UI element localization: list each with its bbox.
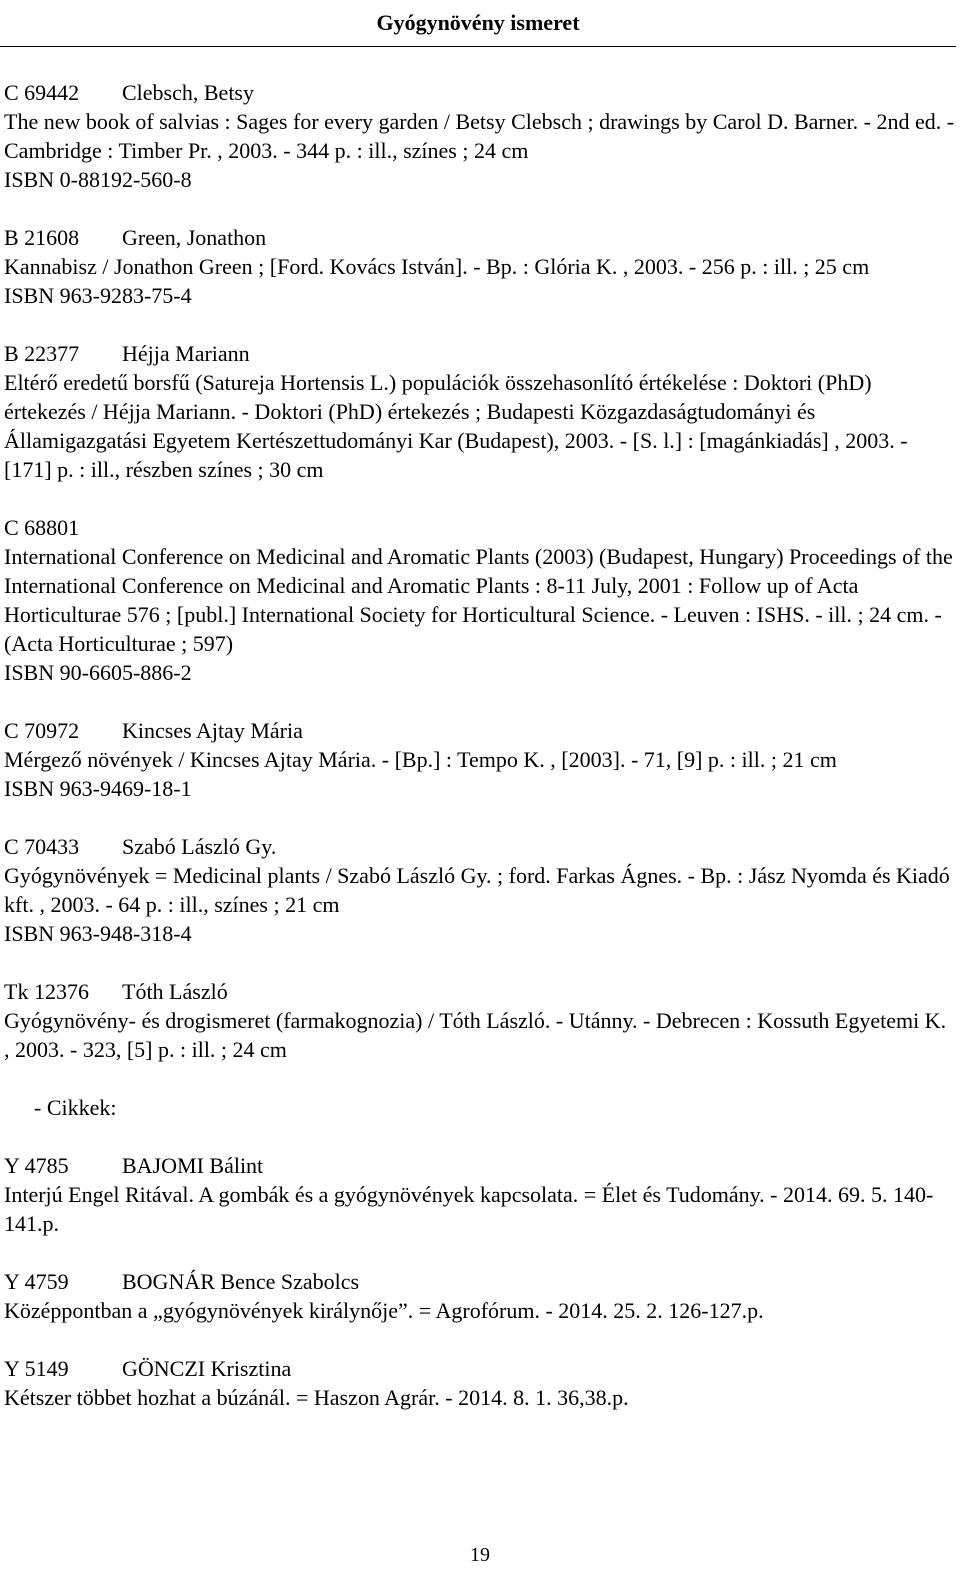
entry-author: Héjja Mariann	[122, 341, 250, 366]
catalog-entry	[4, 78, 956, 194]
entry-code: Y 4785	[4, 1153, 69, 1178]
article-entry	[4, 1151, 956, 1238]
entry-isbn: ISBN 90-6605-886-2	[4, 660, 192, 685]
entry-author: Clebsch, Betsy	[122, 80, 254, 105]
catalog-entry	[4, 977, 956, 1064]
entry-head	[4, 716, 956, 745]
entry-code: Y 5149	[4, 1356, 69, 1381]
entry-head	[4, 977, 956, 1006]
entry-head	[4, 832, 956, 861]
entry-author: Szabó László Gy.	[122, 834, 277, 859]
entry-code: C 68801	[4, 515, 80, 540]
entry-head	[4, 78, 956, 107]
entry-description: International Conference on Medicinal and Aromatic Plants (2003) (Budapest, Hungary) Proceedings of the International Conference on Medicinal and Aromatic Plants : 8-11 July, 2001 : Follow up of Acta Horticulturae 576 ; [publ.] International Society for Horticultural Science. - Leuven : ISHS. - ill. ; 24 cm. - (Acta Horticulturae ; 597)	[4, 544, 953, 656]
catalog-entry	[4, 716, 956, 803]
entry-code: C 70972	[4, 718, 80, 743]
entry-isbn: ISBN 963-948-318-4	[4, 921, 192, 946]
entry-description: Interjú Engel Ritával. A gombák és a gyógynövények kapcsolata. = Élet és Tudomány. - 2014. 69. 5. 140-141.p.	[4, 1182, 934, 1236]
article-entry	[4, 1354, 956, 1412]
entry-head	[4, 223, 956, 252]
entry-isbn: ISBN 963-9469-18-1	[4, 776, 192, 801]
entry-description: The new book of salvias : Sages for every garden / Betsy Clebsch ; drawings by Carol D. Barner. - 2nd ed. - Cambridge : Timber Pr. , 2003. - 344 p. : ill., színes ; 24 cm	[4, 109, 955, 163]
entry-head	[4, 1151, 956, 1180]
entry-code: C 70433	[4, 834, 80, 859]
entry-head	[4, 513, 956, 542]
entry-description: Mérgező növények / Kincses Ajtay Mária. - [Bp.] : Tempo K. , [2003]. - 71, [9] p. : ill. ; 21 cm	[4, 747, 837, 772]
entry-code: B 22377	[4, 341, 80, 366]
catalog-entry	[4, 832, 956, 948]
entry-isbn: ISBN 963-9283-75-4	[4, 283, 192, 308]
entry-head	[4, 1354, 956, 1383]
page-header	[0, 0, 956, 47]
catalog-entry	[4, 339, 956, 484]
catalog-entry	[4, 513, 956, 687]
entry-author: Green, Jonathon	[122, 225, 267, 250]
entry-author: BAJOMI Bálint	[122, 1153, 264, 1178]
catalog-content	[4, 78, 956, 1441]
page-number	[0, 1544, 960, 1567]
entry-description: Gyógynövények = Medicinal plants / Szabó László Gy. ; ford. Farkas Ágnes. - Bp. : Jász Nyomda és Kiadó kft. , 2003. - 64 p. : ill., színes ; 21 cm	[4, 863, 950, 917]
entry-author: Kincses Ajtay Mária	[122, 718, 303, 743]
article-entry	[4, 1267, 956, 1325]
page-header-title: Gyógynövény ismeret	[376, 10, 580, 35]
section-heading-articles: - Cikkek:	[34, 1095, 117, 1120]
entry-code: Tk 12376	[4, 979, 89, 1004]
entry-head	[4, 339, 956, 368]
entry-author: Tóth László	[122, 979, 228, 1004]
entry-isbn: ISBN 0-88192-560-8	[4, 167, 192, 192]
entry-author: GÖNCZI Krisztina	[122, 1356, 292, 1381]
entry-code: C 69442	[4, 80, 80, 105]
entry-description: Kétszer többet hozhat a búzánál. = Haszon Agrár. - 2014. 8. 1. 36,38.p.	[4, 1385, 629, 1410]
catalog-entry	[4, 223, 956, 310]
entry-author: BOGNÁR Bence Szabolcs	[122, 1269, 360, 1294]
entry-description: Gyógynövény- és drogismeret (farmakognozia) / Tóth László. - Utánny. - Debrecen : Kossuth Egyetemi K. , 2003. - 323, [5] p. : ill. ; 24 cm	[4, 1008, 947, 1062]
page-number-value: 19	[470, 1544, 490, 1566]
entry-description: Eltérő eredetű borsfű (Satureja Hortensis L.) populációk összehasonlító értékelése : Doktori (PhD) értekezés / Héjja Mariann. - Doktori (PhD) értekezés ; Budapesti Közgazdaságtudományi és Államigazgatási Egyetem Kertészettudományi Kar (Budapest), 2003. - [S. l.] : [magánkiadás] , 2003. - [171] p. : ill., részben színes ; 30 cm	[4, 370, 908, 482]
entry-head	[4, 1267, 956, 1296]
entry-code: Y 4759	[4, 1269, 69, 1294]
entry-code: B 21608	[4, 225, 80, 250]
entry-description: Középpontban a „gyógynövények királynője”. = Agrofórum. - 2014. 25. 2. 126-127.p.	[4, 1298, 764, 1323]
entry-description: Kannabisz / Jonathon Green ; [Ford. Kovács István]. - Bp. : Glória K. , 2003. - 256 p. : ill. ; 25 cm	[4, 254, 870, 279]
